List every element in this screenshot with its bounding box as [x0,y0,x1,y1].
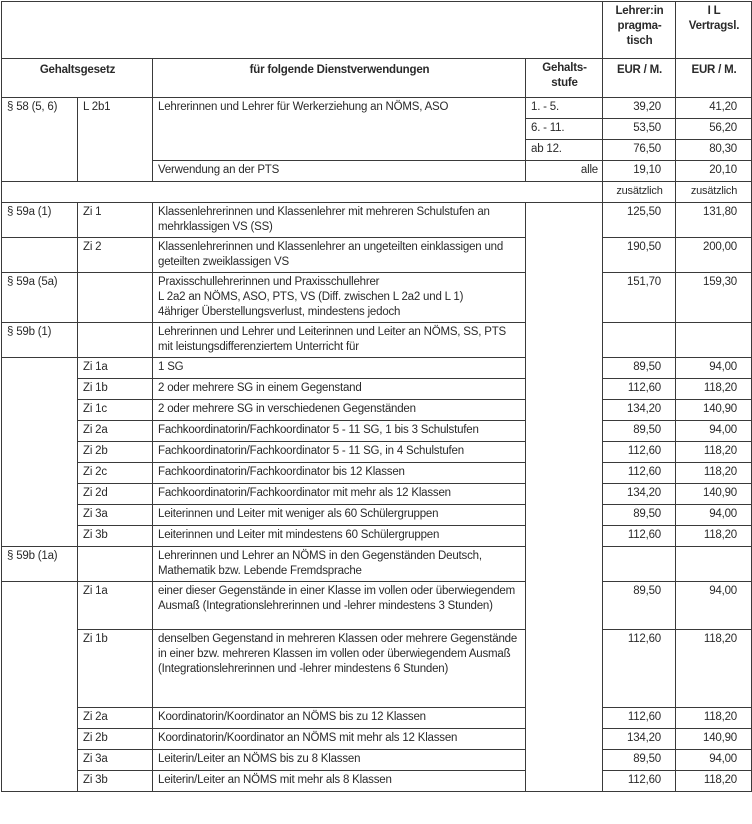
desc-cell: Koordinatorin/Koordinator an NÖMS bis zu 12 Klassen [153,708,526,729]
desc-line: L 2a2 an NÖMS, ASO, PTS, VS (Diff. zwischen L 2a2 und L 1) [158,291,464,303]
code-cell: Zi 3b [78,771,153,792]
desc-cell: Koordinatorin/Koordinator an NÖMS mit mehr als 12 Klassen [153,729,526,750]
code-cell: Zi 2a [78,421,153,442]
value-pragmatisch: 190,50 [603,238,676,273]
header-col-vertragslehrer [676,2,752,59]
code-cell: Zi 3a [78,505,153,526]
value-vertrag [676,323,752,358]
code-cell: Zi 3a [78,750,153,771]
code-cell: Zi 1a [78,582,153,630]
desc-cell: Leiterin/Leiter an NÖMS mit mehr als 8 Klassen [153,771,526,792]
value-vertrag: 94,00 [676,358,752,379]
value-vertrag: 118,20 [676,463,752,484]
code-cell [78,547,153,582]
zusaetzlich-label-2: zusätzlich [676,182,752,203]
value-vertrag: 94,00 [676,582,752,630]
table-row [2,203,752,238]
header-eur-2: EUR / M. [676,59,752,98]
value-pragmatisch: 112,60 [603,708,676,729]
law-cell: § 59b (1) [2,323,78,358]
value-vertrag: 159,30 [676,273,752,323]
code-cell: Zi 3b [78,526,153,547]
desc-cell: Lehrerinnen und Lehrer an NÖMS in den Gegenständen Deutsch, Mathematik bzw. Lebende Fremdsprache [153,547,526,582]
table-row [2,323,752,358]
value-vertrag: 140,90 [676,400,752,421]
table-row [2,98,752,119]
value-pragmatisch: 112,60 [603,442,676,463]
value-pragmatisch: 89,50 [603,750,676,771]
table-row [2,463,752,484]
desc-cell [153,273,526,323]
table-row [2,505,752,526]
header-text: tisch [626,35,653,47]
header-dienstverwendungen: für folgende Dienstverwendungen [153,59,526,98]
table-row [2,379,752,400]
value-pragmatisch: 89,50 [603,505,676,526]
value-pragmatisch: 112,60 [603,379,676,400]
desc-cell: Leiterinnen und Leiter mit weniger als 60 Schülergruppen [153,505,526,526]
desc-cell: einer dieser Gegenstände in einer Klasse im vollen oder überwiegendem Ausmaß (Integrationslehrerinnen und -lehrer mindestens 3 Stunden) [153,582,526,630]
code-cell: Zi 2 [78,238,153,273]
value-vertrag: 118,20 [676,442,752,463]
header-col-pragmatisch [603,2,676,59]
table-row [2,238,752,273]
header-text: Gehalts- [542,62,587,74]
value-pragmatisch: 39,20 [603,98,676,119]
value-vertrag: 118,20 [676,771,752,792]
value-vertrag: 131,80 [676,203,752,238]
value-pragmatisch: 125,50 [603,203,676,238]
value-vertrag: 20,10 [676,161,752,182]
table-row [2,729,752,750]
table-row [2,442,752,463]
code-cell [78,323,153,358]
header-text: stufe [551,77,578,89]
value-pragmatisch: 151,70 [603,273,676,323]
desc-cell: Lehrerinnen und Lehrer für Werkerziehung an NÖMS, ASO [153,98,526,161]
table-row [2,582,752,630]
code-cell: Zi 2a [78,708,153,729]
value-vertrag: 118,20 [676,630,752,708]
desc-cell: 2 oder mehrere SG in verschiedenen Gegenständen [153,400,526,421]
value-vertrag: 94,00 [676,505,752,526]
value-pragmatisch: 89,50 [603,358,676,379]
value-pragmatisch: 112,60 [603,771,676,792]
table-row [2,273,752,323]
header-blank [2,2,603,59]
desc-line: 4ähriger Überstellungsverlust, mindestens jedoch [158,306,401,318]
code-cell [78,273,153,323]
value-pragmatisch: 89,50 [603,582,676,630]
desc-cell: Verwendung an der PTS [153,161,526,182]
desc-cell: Leiterin/Leiter an NÖMS bis zu 8 Klassen [153,750,526,771]
table-row [2,630,752,708]
value-vertrag: 118,20 [676,708,752,729]
value-vertrag: 118,20 [676,526,752,547]
law-cell: § 59b (1a) [2,547,78,582]
desc-cell: Fachkoordinatorin/Fachkoordinator mit mehr als 12 Klassen [153,484,526,505]
desc-cell: Fachkoordinatorin/Fachkoordinator 5 - 11 SG, 1 bis 3 Schulstufen [153,421,526,442]
stufe-cell: ab 12. [526,140,603,161]
code-cell: Zi 2b [78,729,153,750]
value-pragmatisch: 53,50 [603,119,676,140]
code-cell: Zi 1c [78,400,153,421]
table-row [2,771,752,792]
value-vertrag: 118,20 [676,379,752,400]
header-text: Lehrer:in [615,5,664,17]
desc-cell: Fachkoordinatorin/Fachkoordinator bis 12 Klassen [153,463,526,484]
law-cell: § 59a (5a) [2,273,78,323]
salary-table [1,1,752,792]
desc-cell: Klassenlehrerinnen und Klassenlehrer mit mehreren Schulstufen an mehrklassigen VS (SS) [153,203,526,238]
desc-cell: Leiterinnen und Leiter mit mindestens 60 Schülergruppen [153,526,526,547]
value-vertrag [676,547,752,582]
stufe-cell: alle [526,161,603,182]
header-gehaltsgesetz: Gehaltsgesetz [2,59,153,98]
desc-cell: denselben Gegenstand in mehreren Klassen oder mehrere Gegenstände in einer bzw. mehreren Klassen im vollen oder überwiegendem Ausmaß (Integrationslehrerinnen und -lehrer mindestens 6 Stunden) [153,630,526,708]
value-pragmatisch: 134,20 [603,484,676,505]
desc-cell: Klassenlehrerinnen und Klassenlehrer an ungeteilten einklassigen und geteilten zweiklassigen VS [153,238,526,273]
value-pragmatisch: 112,60 [603,630,676,708]
desc-cell: 2 oder mehrere SG in einem Gegenstand [153,379,526,400]
table-row [2,708,752,729]
value-vertrag: 41,20 [676,98,752,119]
law-cell-merged-empty [2,582,78,792]
stufe-merged-empty [526,203,603,792]
zusaetzlich-label-1: zusätzlich [603,182,676,203]
table-row [2,484,752,505]
table-row [2,421,752,442]
code-cell: Zi 2d [78,484,153,505]
header-eur-1: EUR / M. [603,59,676,98]
header-text: pragma- [617,20,662,32]
value-vertrag: 140,90 [676,729,752,750]
header-text: I L [707,5,721,17]
blank-cell [2,182,603,203]
desc-cell: 1 SG [153,358,526,379]
table-row [2,750,752,771]
code-cell: Zi 2c [78,463,153,484]
header-row-top [2,2,752,59]
code-cell: Zi 1b [78,630,153,708]
value-vertrag: 140,90 [676,484,752,505]
zusaetzlich-row [2,182,752,203]
code-cell: Zi 1a [78,358,153,379]
code-cell: Zi 1 [78,203,153,238]
header-text: Vertragsl. [688,20,740,32]
value-vertrag: 80,30 [676,140,752,161]
value-pragmatisch: 112,60 [603,526,676,547]
value-vertrag: 56,20 [676,119,752,140]
value-vertrag: 200,00 [676,238,752,273]
value-pragmatisch: 19,10 [603,161,676,182]
code-cell: Zi 1b [78,379,153,400]
value-pragmatisch: 134,20 [603,400,676,421]
value-vertrag: 94,00 [676,750,752,771]
table-row [2,547,752,582]
table-row [2,526,752,547]
header-row-columns [2,59,752,98]
desc-cell: Fachkoordinatorin/Fachkoordinator 5 - 11 SG, in 4 Schulstufen [153,442,526,463]
code-cell: L 2b1 [78,98,153,182]
law-cell [2,238,78,273]
value-pragmatisch: 76,50 [603,140,676,161]
stufe-cell: 6. - 11. [526,119,603,140]
table-row [2,358,752,379]
table-row [2,400,752,421]
value-pragmatisch: 112,60 [603,463,676,484]
value-pragmatisch: 134,20 [603,729,676,750]
law-cell-merged-empty [2,358,78,547]
law-cell: § 58 (5, 6) [2,98,78,182]
code-cell: Zi 2b [78,442,153,463]
value-pragmatisch: 89,50 [603,421,676,442]
desc-line: Praxisschullehrerinnen und Praxisschullehrer [158,276,380,288]
law-cell: § 59a (1) [2,203,78,238]
desc-cell: Lehrerinnen und Lehrer und Leiterinnen und Leiter an NÖMS, SS, PTS mit leistungsdifferenziertem Unterricht für [153,323,526,358]
header-gehaltsstufe [526,59,603,98]
stufe-cell: 1. - 5. [526,98,603,119]
value-pragmatisch [603,323,676,358]
value-vertrag: 94,00 [676,421,752,442]
value-pragmatisch [603,547,676,582]
